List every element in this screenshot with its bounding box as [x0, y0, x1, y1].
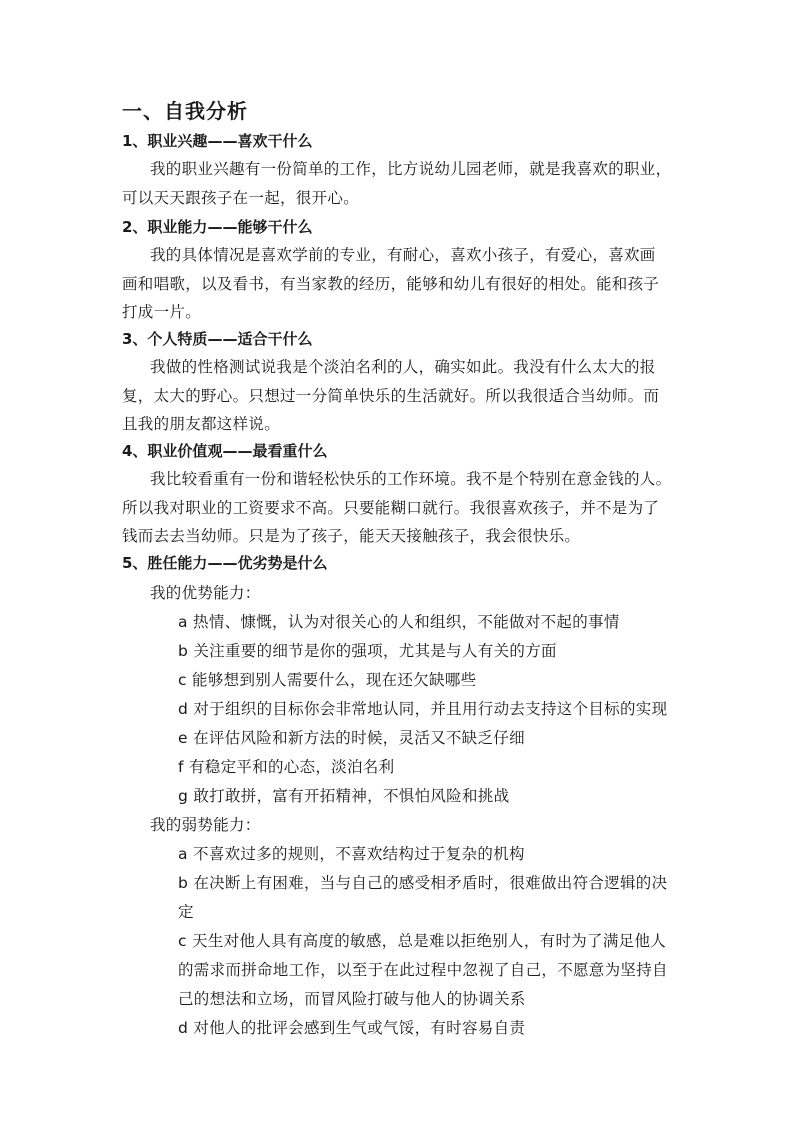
weaknesses-label: 我的弱势能力：	[150, 816, 261, 834]
weakness-item-continued: 己的想法和立场，而冒风险打破与他人的协调关系	[178, 990, 526, 1008]
section-heading-values: 4、职业价值观——最看重什么	[122, 442, 328, 460]
weakness-item-continued: 的需求而拼命地工作，以至于在此过程中忽视了自己，不愿意为坚持自	[178, 961, 668, 979]
paragraph-line: 钱而去去当幼师。只是为了孩子，能天天接触孩子，我会很快乐。	[122, 527, 581, 545]
section-heading-traits: 3、个人特质——适合干什么	[122, 330, 313, 348]
paragraph-line: 我的职业兴趣有一份简单的工作，比方说幼儿园老师，就是我喜欢的职业，	[150, 160, 672, 178]
strength-item: c 能够想到别人需要什么，现在还欠缺哪些	[178, 671, 477, 689]
paragraph-line: 我的具体情况是喜欢学前的专业，有耐心，喜欢小孩子，有爱心，喜欢画	[150, 246, 656, 264]
strength-item: a 热情、慷慨，认为对很关心的人和组织，不能做对不起的事情	[178, 613, 620, 631]
strengths-label: 我的优势能力：	[150, 584, 261, 602]
weakness-item: c 天生对他人具有高度的敏感，总是难以拒绝别人，有时为了满足他人	[178, 932, 667, 950]
paragraph-line: 且我的朋友都这样说。	[122, 415, 281, 433]
paragraph-line: 画和唱歌，以及看书，有当家教的经历，能够和幼儿有很好的相处。能和孩子	[122, 275, 660, 293]
paragraph-line: 复，太大的野心。只想过一分简单快乐的生活就好。所以我很适合当幼师。而	[122, 387, 660, 405]
section-heading-competency: 5、胜任能力——优劣势是什么	[122, 554, 328, 572]
strength-item: g 敢打敢拼，富有开拓精神，不惧怕风险和挑战	[178, 787, 510, 805]
section-heading-ability: 2、职业能力——能够干什么	[122, 218, 313, 236]
strength-item: d 对于组织的目标你会非常地认同，并且用行动去支持这个目标的实现	[178, 700, 668, 718]
paragraph-line: 打成一片。	[122, 303, 202, 321]
strength-item: f 有稳定平和的心态，淡泊名利	[178, 758, 395, 776]
weakness-item: b 在决断上有困难，当与自己的感受相矛盾时，很难做出符合逻辑的决	[178, 874, 668, 892]
weakness-item: a 不喜欢过多的规则，不喜欢结构过于复杂的机构	[178, 845, 525, 863]
section-heading-interest: 1、职业兴趣——喜欢干什么	[122, 132, 313, 150]
weakness-item: d 对他人的批评会感到生气或气馁，有时容易自责	[178, 1019, 526, 1037]
strength-item: e 在评估风险和新方法的时候，灵活又不缺乏仔细	[178, 729, 525, 747]
strength-item: b 关注重要的细节是你的强项，尤其是与人有关的方面	[178, 642, 557, 660]
paragraph-line: 我比较看重有一份和谐轻松快乐的工作环境。我不是个特别在意金钱的人。	[150, 470, 672, 488]
page-title: 一、自我分析	[122, 99, 248, 123]
paragraph-line: 可以天天跟孩子在一起，很开心。	[122, 189, 360, 207]
paragraph-line: 我做的性格测试说我是个淡泊名利的人，确实如此。我没有什么太大的报	[150, 358, 656, 376]
weakness-item-continued: 定	[178, 903, 194, 921]
paragraph-line: 所以我对职业的工资要求不高。只要能糊口就行。我很喜欢孩子，并不是为了	[122, 499, 660, 517]
